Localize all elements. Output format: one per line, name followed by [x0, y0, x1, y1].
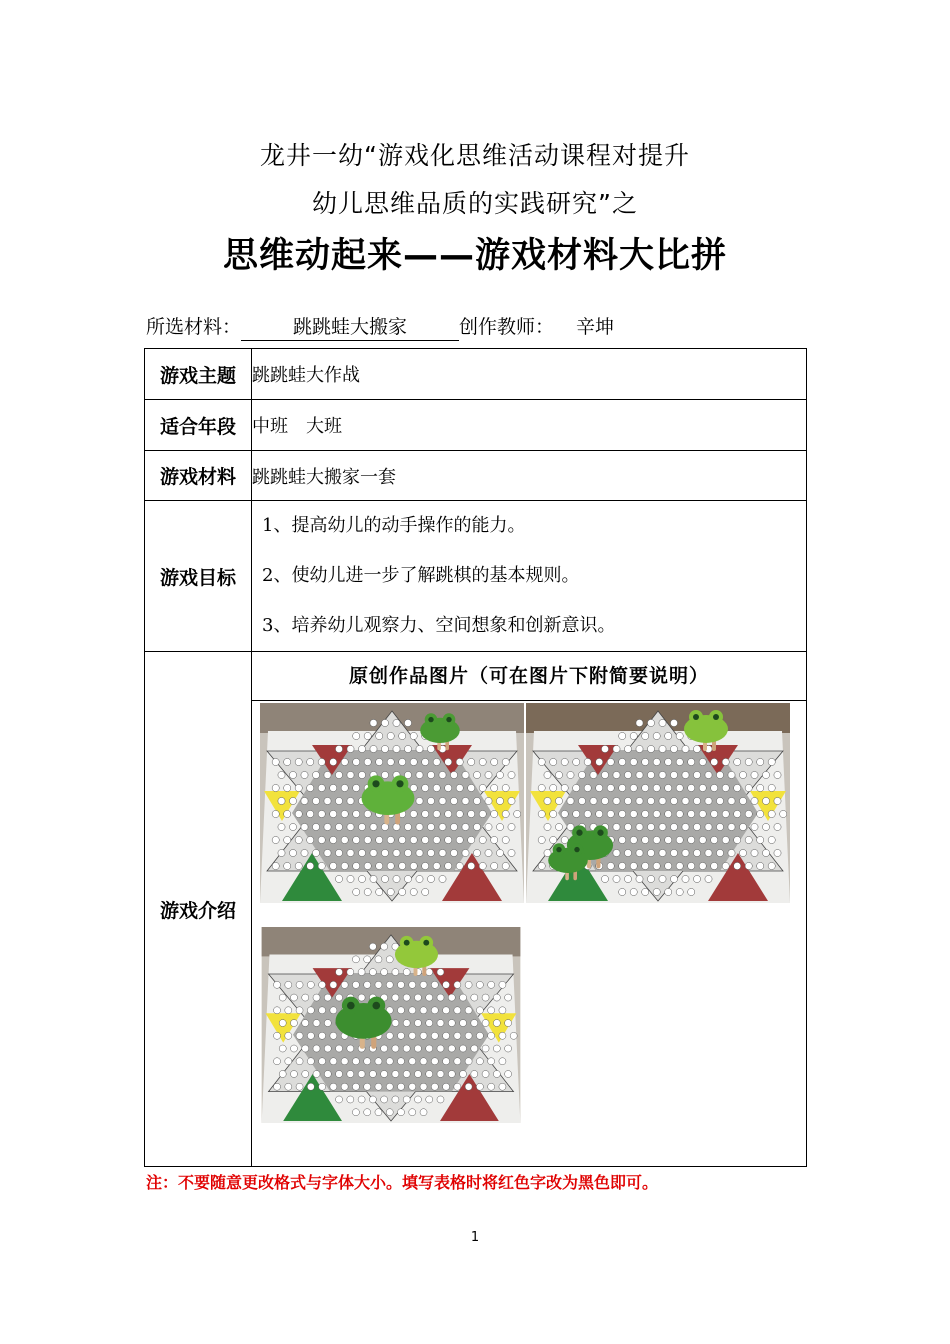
format-note: 注：不要随意更改格式与字体大小。填写表格时将红色字改为黑色即可。: [146, 1173, 659, 1192]
title-line-1: 龙井一幼“游戏化思维活动课程对提升: [260, 141, 690, 170]
intro-cell: [252, 652, 807, 1167]
game-photo: [260, 703, 524, 903]
meta-line: [146, 312, 614, 341]
goals-label: 游戏目标: [145, 501, 252, 652]
photos-heading: 原创作品图片（可在图片下附简要说明）: [252, 652, 806, 701]
board-illustration: [260, 927, 522, 1123]
page-number: 1: [470, 1230, 480, 1245]
game-photo: [526, 703, 790, 903]
theme-value: 跳跳蛙大作战: [252, 349, 807, 400]
age-value: 中班 大班: [252, 400, 807, 451]
page-title: 思维动起来——游戏材料大比拼: [222, 236, 727, 276]
goal-item: 1、提高幼儿的动手操作的能力。: [262, 515, 526, 536]
teacher-value: 辛坤: [576, 316, 615, 338]
material-row-value: 跳跳蛙大搬家一套: [252, 451, 807, 501]
goal-item: 3、培养幼儿观察力、空间想象和创新意识。: [262, 615, 616, 636]
photo-area: [252, 701, 806, 1166]
info-table: [144, 348, 807, 1167]
goals-cell: [252, 501, 807, 652]
game-photo: [260, 927, 522, 1123]
goal-item: 2、使幼儿进一步了解跳棋的基本规则。: [262, 565, 580, 586]
title-line-2: 幼儿思维品质的实践研究”之: [312, 189, 638, 218]
material-label: 所选材料：: [146, 316, 242, 338]
material-value: 跳跳蛙大搬家: [241, 312, 459, 341]
theme-label: 游戏主题: [145, 349, 252, 400]
age-label: 适合年段: [145, 400, 252, 451]
board-illustration: [260, 703, 524, 903]
material-row-label: 游戏材料: [145, 451, 252, 501]
board-illustration: [526, 703, 790, 903]
teacher-label: 创作教师：: [459, 316, 555, 338]
intro-label: 游戏介绍: [145, 652, 252, 1167]
